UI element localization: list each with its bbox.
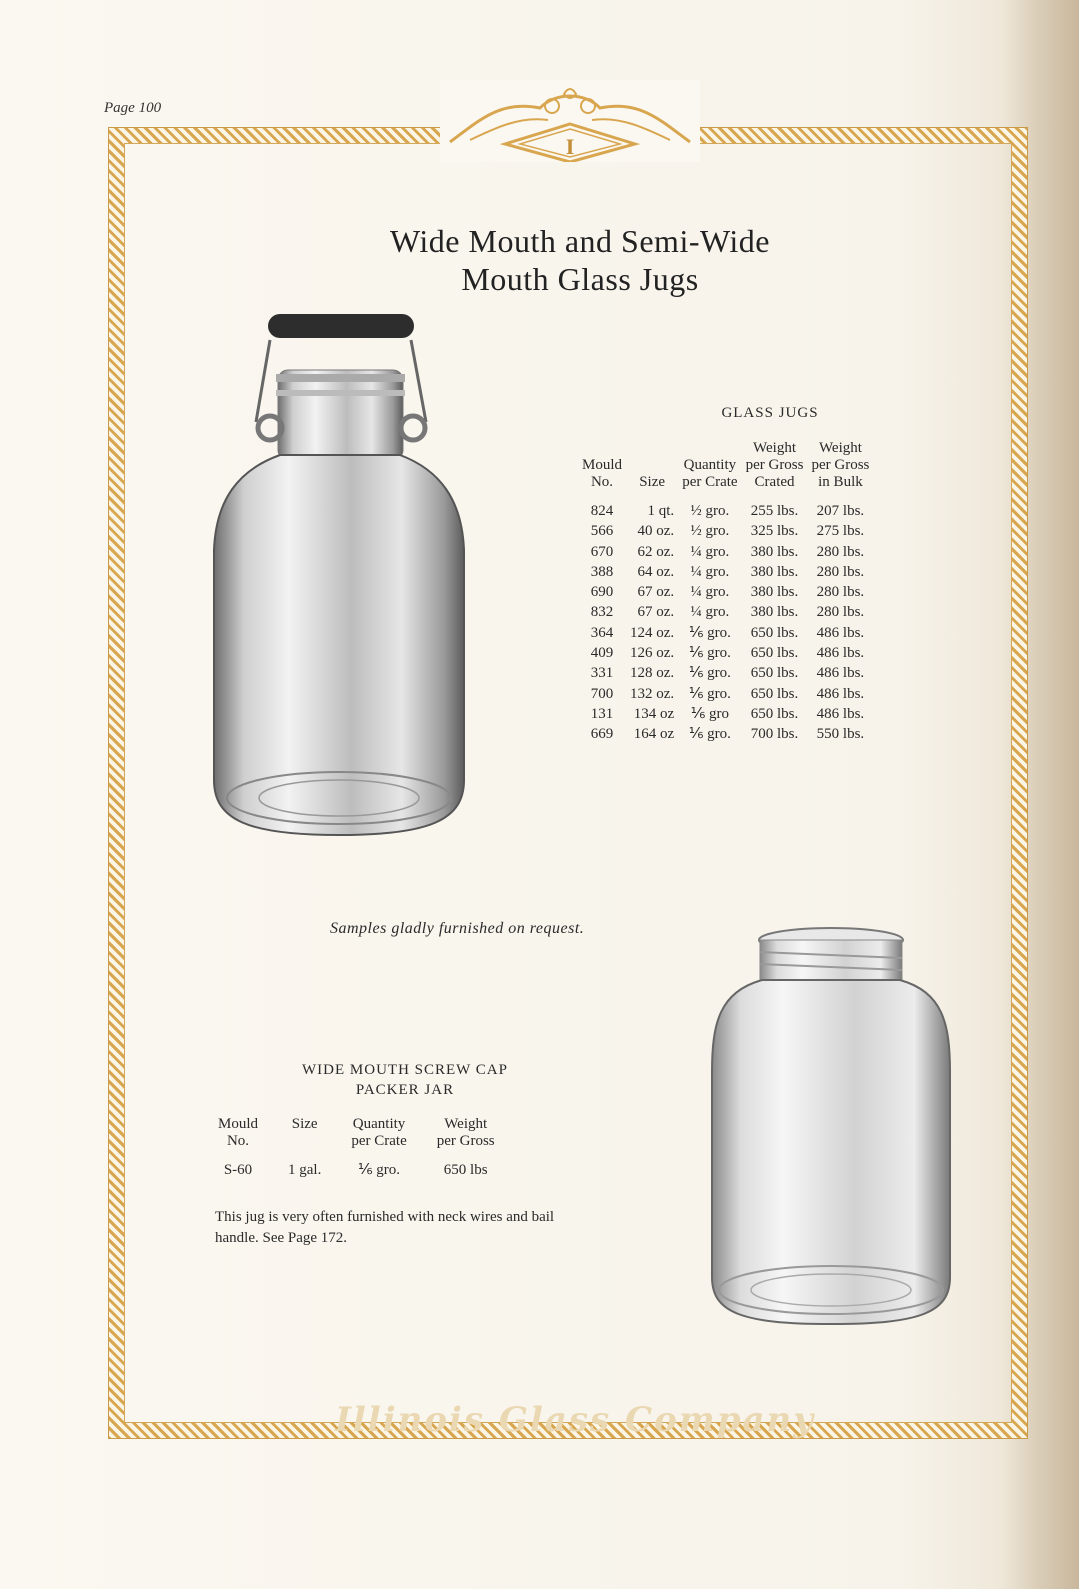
cell-mould-no: 832: [590, 604, 614, 621]
cell-quantity: ¼ gro.: [690, 543, 730, 560]
table-row: [578, 562, 873, 582]
cell-quantity: ½ gro.: [690, 523, 730, 540]
cell-weight-bulk: 280 lbs.: [816, 543, 865, 560]
title-line-2: Mouth Glass Jugs: [461, 261, 699, 297]
cell-mould-no: S-60: [223, 1162, 253, 1178]
glass-jugs-heading: GLASS JUGS: [721, 405, 819, 421]
cell-weight-bulk: 486 lbs.: [816, 645, 865, 662]
table-row: [578, 602, 873, 622]
cell-size: 124 oz.: [630, 624, 675, 641]
col-mould-no: Mould No.: [218, 1116, 259, 1149]
cell-weight-crated: 325 lbs.: [750, 523, 799, 540]
cell-mould-no: 700: [590, 685, 614, 702]
cell-weight-crated: 380 lbs.: [750, 584, 799, 601]
cell-quantity: ⅙ gro.: [688, 685, 731, 702]
col-size: Size: [291, 1116, 318, 1132]
cell-size: 40 oz.: [637, 523, 675, 540]
cell-size: 67 oz.: [637, 604, 675, 621]
table-row: [578, 724, 873, 744]
table-row: [578, 542, 873, 562]
col-weight-bulk: Weight per Gross in Bulk: [811, 440, 870, 490]
cell-mould-no: 364: [590, 624, 614, 641]
cell-size: 164 oz: [633, 726, 675, 743]
cell-mould-no: 388: [590, 563, 614, 580]
cell-mould-no: 669: [590, 726, 614, 743]
cell-weight-bulk: 280 lbs.: [816, 604, 865, 621]
cell-quantity: ⅙ gro: [690, 705, 730, 722]
cell-size: 67 oz.: [637, 584, 675, 601]
cell-mould-no: 331: [590, 665, 614, 682]
table-row: [578, 704, 873, 724]
table-row: [578, 521, 873, 541]
cell-weight-bulk: 280 lbs.: [816, 584, 865, 601]
samples-note: Samples gladly furnished on request.: [330, 920, 585, 937]
packer-jar-heading: WIDE MOUTH SCREW CAP PACKER JAR: [302, 1062, 508, 1098]
cell-quantity: ½ gro.: [690, 503, 730, 519]
cell-weight-crated: 380 lbs.: [750, 563, 799, 580]
cell-mould-no: 566: [590, 523, 614, 540]
crest-ornament: [440, 80, 700, 162]
packer-jar-illustration: [700, 922, 962, 1327]
crest-letter: I: [565, 134, 575, 159]
cell-weight-crated: 700 lbs.: [750, 726, 799, 743]
cell-size: 134 oz: [633, 705, 675, 722]
cell-weight-crated: 255 lbs.: [750, 503, 799, 519]
cell-quantity: ⅙ gro.: [688, 624, 731, 641]
col-quantity-per-crate: Quantity per Crate: [351, 1116, 407, 1149]
cell-size: 62 oz.: [637, 543, 675, 560]
cell-quantity: ⅙ gro.: [688, 645, 731, 662]
cell-quantity: ⅙ gro.: [358, 1162, 401, 1178]
cell-size: 1 gal.: [288, 1162, 322, 1178]
cell-mould-no: 690: [590, 584, 614, 601]
cell-size: 128 oz.: [630, 665, 675, 682]
cell-quantity: ⅙ gro.: [688, 726, 731, 743]
cell-size: 126 oz.: [630, 645, 675, 662]
packer-jar-note: This jug is very often furnished with neck wires and bail handle. See Page 172.: [215, 1209, 555, 1246]
glass-jug-illustration: [208, 310, 470, 840]
table-row: [578, 501, 873, 521]
cell-quantity: ¼ gro.: [690, 584, 730, 601]
table-row: [578, 684, 873, 704]
cell-weight-crated: 650 lbs.: [750, 705, 799, 722]
cell-size: 132 oz.: [630, 685, 675, 702]
col-size: Size: [639, 474, 666, 490]
cell-mould-no: 409: [590, 645, 614, 662]
cell-weight-bulk: 486 lbs.: [816, 705, 865, 722]
col-quantity-per-crate: Quantity per Crate: [682, 457, 738, 490]
col-mould-no: Mould No.: [582, 457, 623, 490]
cell-mould-no: 824: [590, 503, 614, 519]
cell-weight-crated: 380 lbs.: [750, 604, 799, 621]
cell-quantity: ¼ gro.: [690, 563, 730, 580]
cell-mould-no: 131: [590, 705, 614, 722]
table-row: [578, 663, 873, 683]
cell-size: 1 qt.: [647, 503, 675, 519]
cell-mould-no: 670: [590, 543, 614, 560]
cell-weight-bulk: 486 lbs.: [816, 624, 865, 641]
packer-jar-table: [210, 1116, 517, 1180]
table-row: [578, 643, 873, 663]
table-row: [578, 623, 873, 643]
cell-weight-bulk: 486 lbs.: [816, 685, 865, 702]
cell-weight-bulk: 280 lbs.: [816, 563, 865, 580]
cell-quantity: ⅙ gro.: [688, 665, 731, 682]
page-title: [260, 222, 900, 298]
cell-weight-crated: 650 lbs.: [750, 685, 799, 702]
title-line-1: Wide Mouth and Semi-Wide: [389, 223, 770, 259]
table-row: [210, 1160, 517, 1180]
cell-weight-bulk: 275 lbs.: [816, 523, 865, 540]
cell-weight-bulk: 486 lbs.: [816, 665, 865, 682]
cell-weight-crated: 650 lbs.: [750, 645, 799, 662]
page-number: Page 100: [104, 100, 162, 116]
col-weight-crated: Weight per Gross Crated: [745, 440, 804, 490]
company-footer: Illinois Glass Company: [334, 1400, 816, 1440]
table-header-row: [210, 1116, 517, 1160]
table-row: [578, 582, 873, 602]
cell-weight-crated: 380 lbs.: [750, 543, 799, 560]
table-header-row: [578, 440, 873, 501]
cell-weight-bulk: 207 lbs.: [816, 503, 865, 519]
cell-weight-bulk: 550 lbs.: [816, 726, 865, 743]
cell-weight: 650 lbs: [443, 1162, 488, 1178]
cell-weight-crated: 650 lbs.: [750, 665, 799, 682]
cell-weight-crated: 650 lbs.: [750, 624, 799, 641]
cell-quantity: ¼ gro.: [690, 604, 730, 621]
col-weight-per-gross: Weight per Gross: [436, 1116, 495, 1149]
glass-jugs-table: [578, 440, 873, 745]
cell-size: 64 oz.: [637, 563, 675, 580]
